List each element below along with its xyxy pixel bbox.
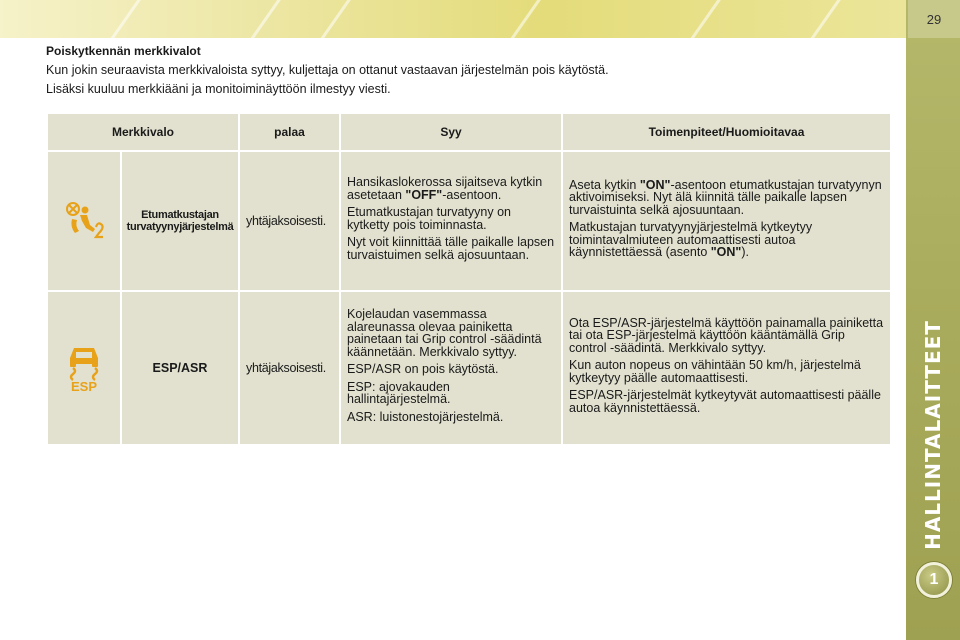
- action-paragraph: Matkustajan turvatyynyjärjestelmä kytkeytyy toimintavalmiuteen automaattisesti autoa käynnistettäessä (asento "ON").: [569, 220, 813, 259]
- table-header-row: [48, 114, 890, 150]
- palaa-cell: yhtäjaksoisesti.: [240, 152, 339, 290]
- top-decorative-band: [0, 0, 906, 38]
- palaa-cell: yhtäjaksoisesti.: [240, 292, 339, 444]
- syy-paragraph: Nyt voit kiinnittää tälle paikalle lapsen turvaistuimen selkä ajosuuntaan.: [347, 235, 555, 262]
- intro-line-1: Kun jokin seuraavista merkkivaloista syttyy, kuljettaja on ottanut vastaavan järjestelmän pois käytöstä.: [46, 63, 609, 77]
- syy-paragraph: Hansikaslokerossa sijaitseva kytkin asetetaan "OFF"-asentoon.: [347, 175, 543, 202]
- syy-paragraph: Etumatkustajan turvatyyny on kytketty pois toiminnasta.: [347, 205, 511, 232]
- warning-lights-table: [46, 112, 892, 446]
- chapter-title-text: HALLINTALAITTEET: [921, 320, 946, 550]
- header-merkkivalo: Merkkivalo: [48, 114, 238, 150]
- action-paragraph: ESP/ASR-järjestelmät kytkeytyvät automaattisesti päälle autoa käynnistettäessä.: [569, 388, 881, 415]
- light-name-line-1: ESP/ASR: [152, 361, 208, 375]
- header-syy: Syy: [341, 114, 561, 150]
- syy-cell: [341, 292, 561, 444]
- light-name: [122, 152, 238, 290]
- action-paragraph: Aseta kytkin "ON"-asentoon etumatkustajan turvatyynyn aktivoimiseksi. Nyt älä kiinnitä tälle paikalle lapsen turvaistuinta selkä ajosuuntaan.: [569, 177, 882, 217]
- table-row: [48, 152, 890, 290]
- action-paragraph: Kun auton nopeus on vähintään 50 km/h, järjestelmä kytkeytyy päälle automaattisesti.: [569, 358, 861, 385]
- esp-off-icon: [64, 344, 104, 392]
- syy-paragraph: ASR: luistonestojärjestelmä.: [347, 409, 504, 424]
- light-name-line-2: turvatyynyjärjestelmä: [126, 221, 234, 233]
- header-toimenpiteet: Toimenpiteet/Huomioitavaa: [563, 114, 890, 150]
- toimenpiteet-cell: [563, 152, 890, 290]
- chapter-number: 1: [929, 571, 939, 588]
- table-row: [48, 292, 890, 444]
- action-paragraph: Ota ESP/ASR-järjestelmä käyttöön painamalla painiketta tai ota ESP-järjestelmä käyttöön kääntämällä Grip control -säädintä. Merkkivalo syttyy.: [569, 315, 884, 355]
- esp-icon-cell: [48, 292, 120, 444]
- page-number: 29: [926, 11, 942, 27]
- light-name: [122, 292, 238, 444]
- syy-cell: [341, 152, 561, 290]
- intro-section: [46, 44, 886, 101]
- page-number-box: [908, 0, 960, 38]
- light-name-line-1: Etumatkustajan: [141, 209, 219, 221]
- header-palaa: palaa: [240, 114, 339, 150]
- airbag-icon-cell: [48, 152, 120, 290]
- child-airbag-off-icon: [62, 201, 106, 241]
- chapter-title: [913, 320, 953, 550]
- esp-icon-text: ESP: [70, 379, 98, 392]
- syy-paragraph: ESP: ajovakauden hallintajärjestelmä.: [347, 379, 451, 406]
- toimenpiteet-cell: [563, 292, 890, 444]
- chapter-badge: [916, 562, 952, 598]
- section-heading: Poiskytkennän merkkivalot: [46, 44, 201, 58]
- syy-paragraph: ESP/ASR on pois käytöstä.: [347, 362, 499, 376]
- syy-paragraph: Kojelaudan vasemmassa alareunassa olevaa painiketta painetaan tai Grip control -säädintä käännetään. Merkkivalo syttyy.: [347, 307, 542, 359]
- intro-line-2: Lisäksi kuuluu merkkiääni ja monitoiminäyttöön ilmestyy viesti.: [46, 82, 391, 96]
